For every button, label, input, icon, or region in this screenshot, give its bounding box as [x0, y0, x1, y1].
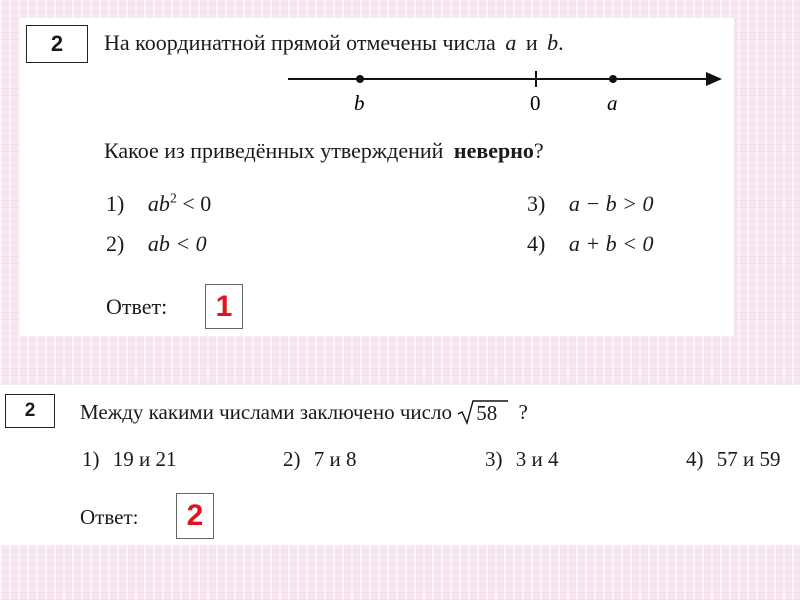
option-2 — [106, 231, 207, 257]
option-text: 19 и 21 — [112, 447, 177, 471]
task-prompt — [104, 30, 564, 56]
option-expression: ab < 0 — [147, 231, 207, 256]
point-a — [609, 75, 617, 83]
question-mark: ? — [533, 138, 544, 163]
label-b: b — [354, 91, 365, 115]
option-number: 4) — [686, 447, 704, 471]
option-number: 1) — [106, 191, 125, 216]
task-prompt — [80, 399, 528, 425]
task-card-2 — [0, 385, 800, 545]
task-number: 2 — [50, 31, 64, 56]
task-number-box — [26, 25, 88, 63]
option-number: 3) — [527, 191, 546, 216]
option-2 — [283, 447, 357, 472]
question-emphasis: неверно — [453, 138, 534, 163]
radicand: 58 — [476, 401, 498, 425]
answer-box[interactable]: 2 — [176, 493, 214, 539]
task-number-box — [5, 394, 55, 428]
prompt-text: На координатной прямой отмечены числа — [104, 30, 496, 55]
option-number: 2) — [106, 231, 125, 256]
option-3 — [527, 191, 654, 217]
option-text: 7 и 8 — [313, 447, 357, 471]
option-3 — [485, 447, 559, 472]
option-number: 3) — [485, 447, 503, 471]
option-text: 57 и 59 — [716, 447, 781, 471]
option-number: 4) — [527, 231, 546, 256]
option-expression-rest: < 0 — [182, 191, 212, 216]
variable-a: a — [505, 30, 517, 55]
prompt-period: . — [558, 30, 564, 55]
label-zero: 0 — [530, 91, 541, 115]
question-text — [104, 138, 544, 164]
option-1 — [82, 447, 177, 472]
option-expression: ab — [147, 191, 170, 216]
axis-arrow — [706, 72, 722, 86]
answer-label: Ответ: — [80, 505, 139, 529]
option-expression: a − b > 0 — [568, 191, 654, 216]
answer-box[interactable]: 1 — [205, 284, 243, 329]
task-card-1 — [20, 18, 734, 336]
point-b — [356, 75, 364, 83]
question-start: Какое из приведённых утверждений — [104, 138, 444, 163]
option-expression: a + b < 0 — [568, 231, 654, 256]
label-a: a — [607, 91, 618, 115]
prompt-text: Между какими числами заключено число — [80, 400, 452, 424]
option-exponent: 2 — [169, 191, 177, 207]
number-line — [280, 66, 730, 122]
variable-b: b — [547, 30, 559, 55]
answer-label: Ответ: — [106, 294, 168, 319]
option-4 — [686, 447, 781, 472]
option-number: 1) — [82, 447, 100, 471]
option-number: 2) — [283, 447, 301, 471]
conjunction: и — [525, 30, 538, 55]
option-text: 3 и 4 — [515, 447, 559, 471]
option-4 — [527, 231, 654, 257]
square-root — [457, 399, 509, 425]
question-mark: ? — [518, 400, 528, 424]
option-1 — [106, 191, 211, 217]
task-number: 2 — [24, 400, 36, 421]
